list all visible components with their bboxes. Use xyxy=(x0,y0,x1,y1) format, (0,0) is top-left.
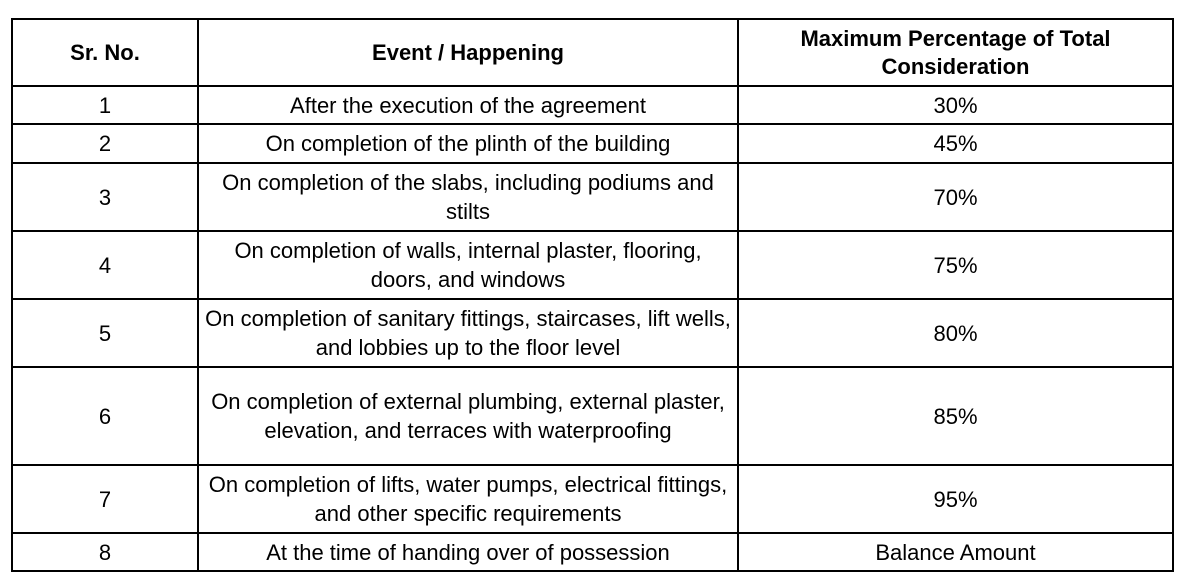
payment-schedule-table-wrapper xyxy=(11,18,1174,572)
cell-event: At the time of handing over of possession xyxy=(198,533,738,571)
table-row xyxy=(12,533,1173,571)
cell-percentage: 95% xyxy=(738,465,1173,533)
table-row xyxy=(12,163,1173,231)
cell-sr-no: 6 xyxy=(12,367,198,465)
cell-percentage: 45% xyxy=(738,124,1173,163)
cell-percentage: 85% xyxy=(738,367,1173,465)
cell-sr-no: 2 xyxy=(12,124,198,163)
cell-sr-no: 1 xyxy=(12,86,198,124)
cell-percentage: 30% xyxy=(738,86,1173,124)
cell-sr-no: 8 xyxy=(12,533,198,571)
table-header-row xyxy=(12,19,1173,86)
table-row xyxy=(12,124,1173,163)
payment-schedule-table xyxy=(11,18,1174,572)
cell-percentage: Balance Amount xyxy=(738,533,1173,571)
cell-sr-no: 7 xyxy=(12,465,198,533)
cell-event: On completion of sanitary fittings, staircases, lift wells, and lobbies up to the floor level xyxy=(198,299,738,367)
header-event: Event / Happening xyxy=(198,19,738,86)
cell-event: On completion of walls, internal plaster, flooring, doors, and windows xyxy=(198,231,738,299)
table-row xyxy=(12,299,1173,367)
cell-sr-no: 4 xyxy=(12,231,198,299)
table-row xyxy=(12,465,1173,533)
table-row xyxy=(12,86,1173,124)
cell-sr-no: 5 xyxy=(12,299,198,367)
table-row xyxy=(12,231,1173,299)
cell-percentage: 80% xyxy=(738,299,1173,367)
cell-event: On completion of external plumbing, external plaster, elevation, and terraces with waterproofing xyxy=(198,367,738,465)
cell-event: After the execution of the agreement xyxy=(198,86,738,124)
table-row xyxy=(12,367,1173,465)
cell-event: On completion of the plinth of the building xyxy=(198,124,738,163)
cell-event: On completion of the slabs, including podiums and stilts xyxy=(198,163,738,231)
cell-sr-no: 3 xyxy=(12,163,198,231)
header-sr-no: Sr. No. xyxy=(12,19,198,86)
header-percentage: Maximum Percentage of Total Consideration xyxy=(738,19,1173,86)
cell-event: On completion of lifts, water pumps, electrical fittings, and other specific requirements xyxy=(198,465,738,533)
cell-percentage: 75% xyxy=(738,231,1173,299)
cell-percentage: 70% xyxy=(738,163,1173,231)
